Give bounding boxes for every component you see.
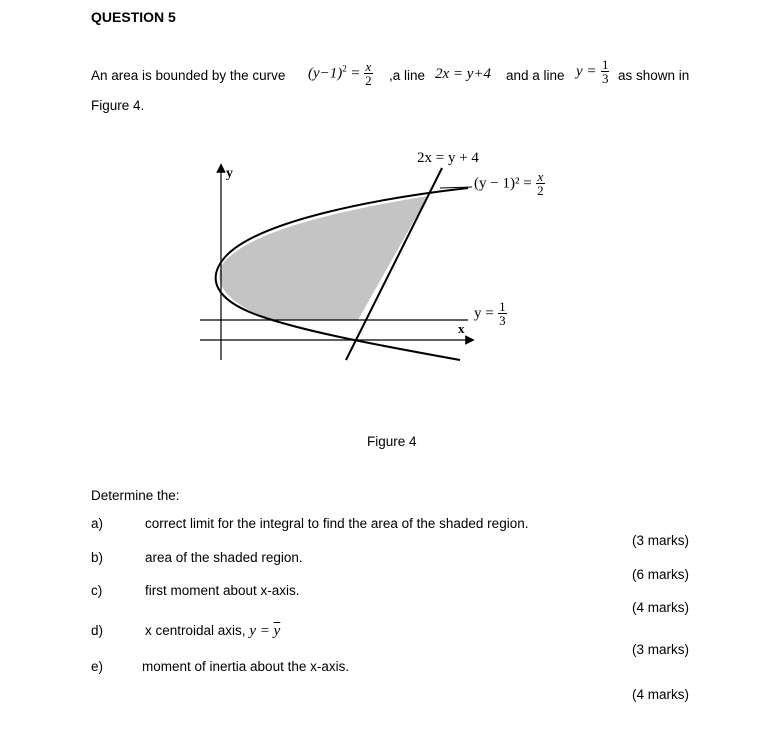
line-label: 2x = y + 4 xyxy=(417,150,479,166)
task-d-math-rhs: $\overline{y}$ xyxy=(273,623,281,639)
task-d-letter: d) xyxy=(91,623,104,638)
line2-frac-den: 3 xyxy=(601,71,609,86)
line2-prefix: and a line xyxy=(506,68,565,83)
hline-label-den: 3 xyxy=(499,313,506,328)
task-d-marks: (3 marks) xyxy=(632,642,689,657)
hline-label xyxy=(474,300,507,327)
line1-prefix: ,a line xyxy=(389,68,426,83)
curve-label-lhs: (y − 1)² = xyxy=(474,175,532,192)
hline-label-lhs: y = xyxy=(474,305,494,322)
curve-label-fraction xyxy=(536,170,545,197)
task-a-marks: (3 marks) xyxy=(632,533,689,548)
task-b-letter: b) xyxy=(91,550,104,565)
intro-line2: Figure 4. xyxy=(91,98,145,113)
axis-x-label: x xyxy=(458,321,465,336)
curve-frac-num: x xyxy=(365,59,372,74)
line2-lhs: y = xyxy=(576,63,597,80)
hline-label-num: 1 xyxy=(499,299,506,314)
axis-y-label: y xyxy=(226,166,233,181)
curve-label xyxy=(474,170,545,197)
curve-label-den: 2 xyxy=(537,183,544,198)
task-a-letter: a) xyxy=(91,516,104,531)
curve-label-num: x xyxy=(537,169,544,184)
task-a-text: correct limit for the integral to find the area of the shaded region. xyxy=(145,516,529,531)
task-e-letter: e) xyxy=(91,659,104,674)
task-c-text: first moment about x-axis. xyxy=(145,583,300,598)
task-e-marks: (4 marks) xyxy=(632,687,689,702)
figure-caption: Figure 4 xyxy=(367,434,417,449)
curve-eq-sign: = xyxy=(351,65,360,82)
task-d-text xyxy=(145,623,280,640)
task-b-text: area of the shaded region. xyxy=(145,550,303,565)
tasks-heading: Determine the: xyxy=(91,488,180,503)
task-b-marks: (6 marks) xyxy=(632,567,689,582)
task-e-text: moment of inertia about the x-axis. xyxy=(142,659,350,674)
curve-frac-den: 2 xyxy=(365,73,372,88)
intro-prefix: An area is bounded by the curve xyxy=(91,68,286,83)
task-c-marks: (4 marks) xyxy=(632,600,689,615)
task-d-math-lhs: y = xyxy=(249,623,270,639)
curve-exponent: 2 xyxy=(342,63,347,74)
task-c-letter: c) xyxy=(91,583,103,598)
line2-frac-num: 1 xyxy=(601,57,609,72)
line1-equation: 2x = y+4 xyxy=(435,66,492,82)
question-title: QUESTION 5 xyxy=(91,9,176,25)
task-d-text-label: x centroidal axis, xyxy=(145,623,246,638)
curve-lhs: (y−1) xyxy=(308,65,343,82)
hline-label-fraction xyxy=(498,300,507,327)
intro-suffix: as shown in xyxy=(618,68,690,83)
